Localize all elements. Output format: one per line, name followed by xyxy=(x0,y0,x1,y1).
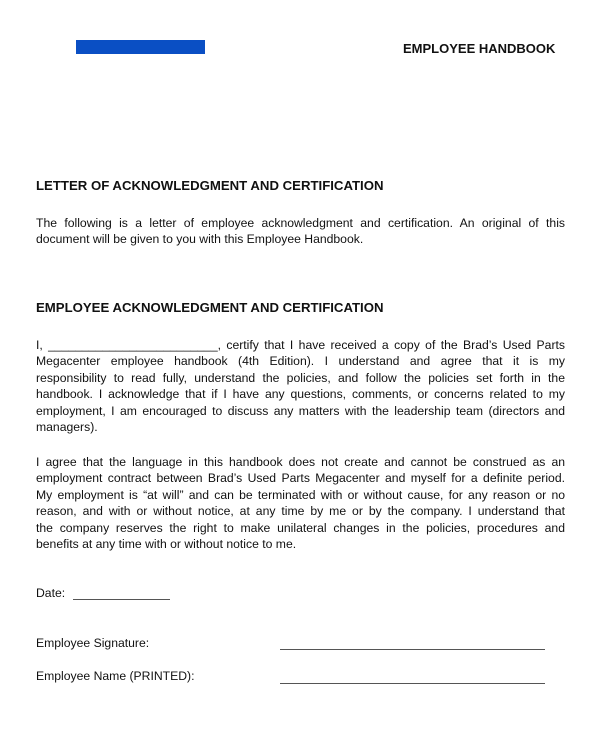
acknowledgment-paragraph xyxy=(36,337,565,435)
printed-name-field[interactable] xyxy=(280,683,545,684)
text-line: The following is a letter of employee acknowledgment and certification. An original of this xyxy=(36,216,565,230)
text-line: responsibility to read fully, understand the policies, and follow the policies set forth in the xyxy=(36,370,565,385)
text-line: Megacenter employee handbook (4th Edition). I understand and agree that it is my xyxy=(36,354,565,369)
date-label: Date: xyxy=(36,586,66,600)
text-line: benefits at any time with or without notice to me. xyxy=(36,536,297,551)
at-will-paragraph xyxy=(36,454,565,552)
text-line: I agree that the language in this handbook does not create and cannot be construed as an xyxy=(36,455,565,469)
text-line: reason, and with or without notice, at any time by me or by the company. I understand that xyxy=(36,504,565,519)
text-line: I, _________________________, certify that I have received a copy of the Brad’s Used Parts xyxy=(36,338,565,352)
text-line: employment, I am encouraged to discuss any matters with the leadership team (directors and xyxy=(36,403,565,418)
signature-label: Employee Signature: xyxy=(36,636,150,650)
company-logo-bar xyxy=(76,40,205,54)
text-line: My employment is “at will” and can be terminated with or without cause, for any reason or no xyxy=(36,487,565,502)
section2-heading: EMPLOYEE ACKNOWLEDGMENT AND CERTIFICATION xyxy=(36,300,384,315)
header-title: EMPLOYEE HANDBOOK xyxy=(403,41,556,56)
text-line: document will be given to you with this Employee Handbook. xyxy=(36,232,364,247)
text-line: handbook. I acknowledge that if I have any questions, comments, or concerns related to my xyxy=(36,387,565,402)
section1-heading: LETTER OF ACKNOWLEDGMENT AND CERTIFICATION xyxy=(36,178,384,193)
text-line: the company reserves the right to make unilateral changes in the policies, procedures and xyxy=(36,520,565,535)
signature-field[interactable] xyxy=(280,649,545,650)
date-field[interactable] xyxy=(73,599,170,600)
section1-paragraph xyxy=(36,215,565,248)
printed-name-label: Employee Name (PRINTED): xyxy=(36,669,195,683)
text-line: managers). xyxy=(36,419,98,434)
text-line: employment contract between Brad’s Used Parts Megacenter and myself for a definite period. xyxy=(36,471,565,486)
